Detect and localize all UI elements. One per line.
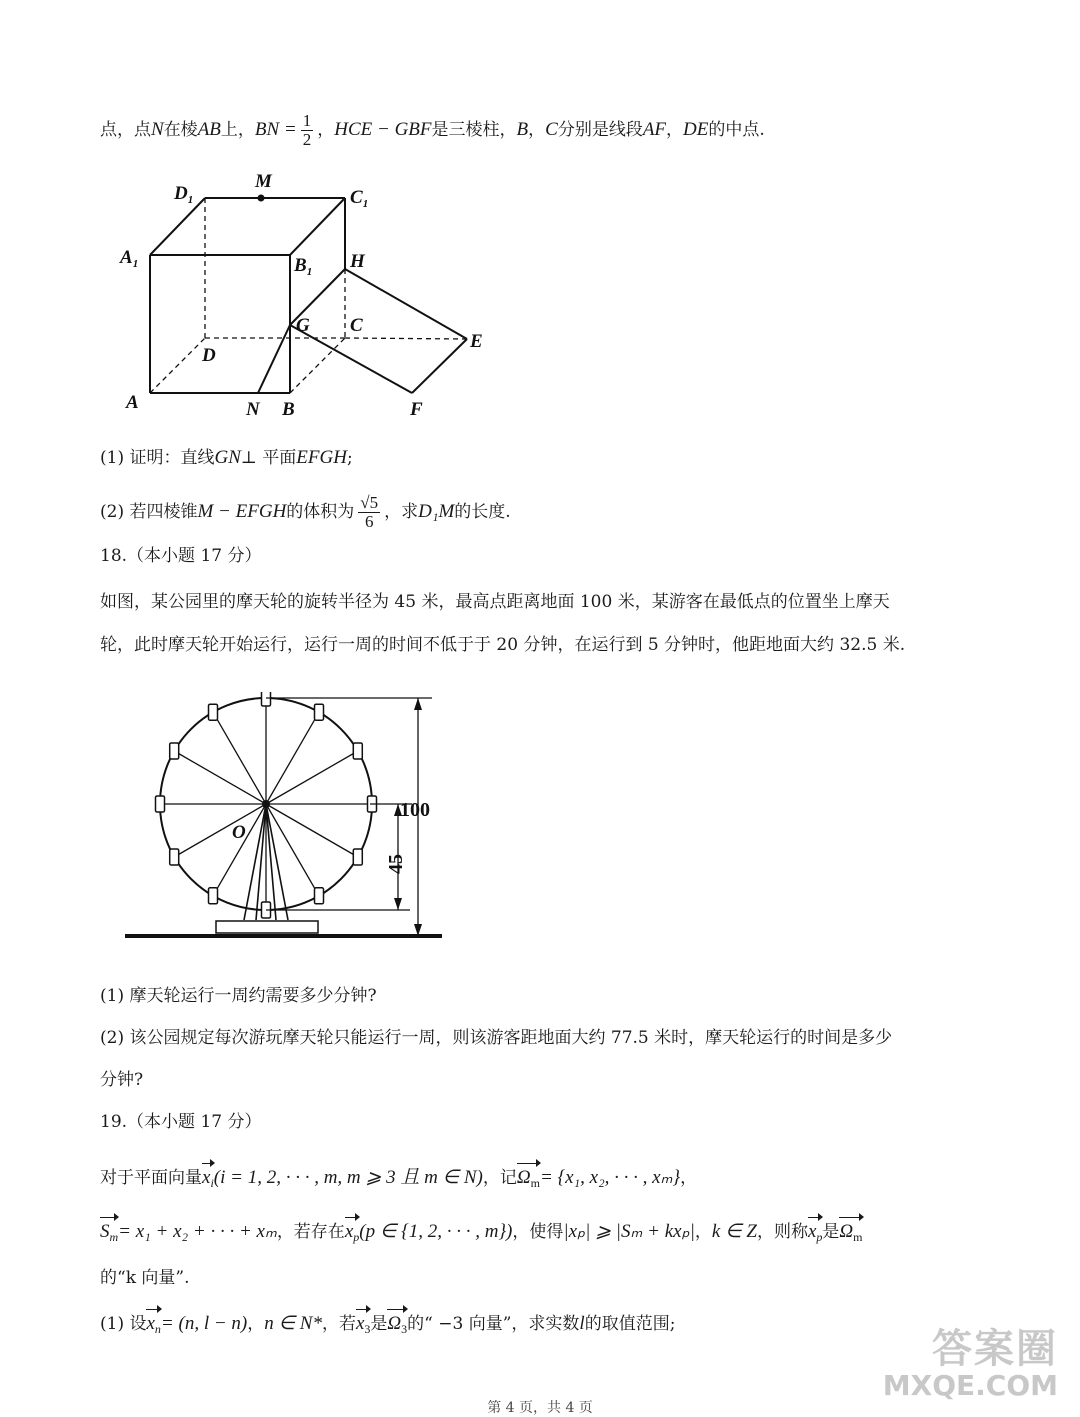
q18-header: 18.（本小题 17 分）: [100, 546, 262, 566]
vector-xn: $x_n$: [146, 1306, 160, 1343]
vector-xp-2: $x_p$: [808, 1214, 822, 1251]
label-c1: $C_1$: [350, 187, 369, 210]
wheel-spoke: [266, 804, 358, 857]
q19-line2: $S_m= x_1 + x_2$ + · · · + xₘ，若存在$x_p(p$ ∈ {1, 2, · · · , m})，使得|xₚ| ⩾ |Sₘ + kxₚ|，k ∈ Z，则称$x_p$是$\Omega_m$: [100, 1214, 863, 1251]
label-45: 45: [385, 854, 407, 874]
label-g: G: [296, 315, 310, 336]
label-d1: $D_1$: [174, 183, 194, 206]
wheel-spoke: [174, 751, 266, 804]
cube-prism-figure: [110, 165, 510, 430]
wheel-cabin: [353, 743, 362, 759]
q18-part2-line2: 分钟?: [100, 1070, 144, 1090]
q17-part1: (1) 证明：直线GN⊥ 平面EFGH;: [100, 447, 353, 468]
vector-xp: $x_p$: [345, 1214, 359, 1251]
label-o: O: [232, 822, 246, 843]
wheel-cabin: [209, 704, 218, 720]
vector-omega-3: $\Omega_3$: [387, 1306, 407, 1343]
wheel-cabin: [353, 849, 362, 865]
label-m: M: [255, 171, 272, 192]
vector-omega-m: $\Omega_m$: [517, 1160, 540, 1197]
q17-part2: (2) 若四棱锥M − EFGH的体积为 $\frac{√5}{6}$ ，求D₁M的长度.: [100, 493, 511, 531]
watermark: [883, 1327, 1058, 1401]
q18-part1: (1) 摩天轮运行一周约需要多少分钟?: [100, 986, 377, 1006]
q18-line2: 轮，此时摩天轮开始运行，运行一周的时间不低于于 20 分钟，在运行到 5 分钟时，他距地面大约 32.5 米.: [100, 635, 906, 655]
fraction-one-half: $\frac{1}{2}$: [302, 111, 312, 149]
page-footer: 第 4 页，共 4 页: [487, 1400, 593, 1416]
intro-line: 点，点N在棱AB上，BN = $\frac{1}{2}$ ，HCE − GBF是三棱柱，B，C分别是线段AF，DE的中点.: [100, 111, 765, 149]
label-c: C: [350, 315, 363, 336]
q19-line3: 的“k 向量”.: [100, 1268, 190, 1288]
vector-omega-m-2: $\Omega_m$: [839, 1214, 862, 1251]
wheel-spoke: [213, 712, 266, 804]
wheel-cabin: [315, 704, 324, 720]
q19-part1: (1) 设$x_n= (n$, l − n)，n ∈ N*，若$x_3$是$\Omega_3$的“ −3 向量”，求实数l的取值范围;: [100, 1306, 675, 1343]
vector-sm: $S_m$: [100, 1214, 118, 1251]
wheel-cabin: [170, 849, 179, 865]
label-h: H: [350, 251, 365, 272]
label-a: A: [126, 392, 139, 413]
wheel-cabin: [262, 692, 271, 706]
base-platform: [216, 921, 318, 933]
wheel-spoke: [266, 712, 319, 804]
wheel-spoke: [266, 751, 358, 804]
wheel-cabin: [315, 888, 324, 904]
label-d: D: [202, 345, 216, 366]
watermark-bottom: MXQE.COM: [882, 1369, 1058, 1402]
wheel-spoke: [174, 804, 266, 857]
vector-x3: $x_3$: [356, 1306, 370, 1343]
watermark-top: 答案圈: [932, 1326, 1058, 1372]
q19-line1: 对于平面向量$x_i(i = 1$, 2, · · · , m, m ⩾ 3 且 m ∈ N)，记$\Omega_m= \{x_1$, x₂, · · · , xₘ}，: [100, 1160, 697, 1197]
label-100: 100: [400, 799, 430, 821]
vector-xi: $x_i$: [202, 1160, 214, 1197]
label-a1: $A_1$: [120, 247, 139, 270]
label-n: N: [246, 399, 260, 420]
wheel-cabin: [209, 888, 218, 904]
label-f: F: [410, 399, 423, 420]
label-b: B: [282, 399, 295, 420]
ferris-wheel-figure: [120, 692, 450, 944]
wheel-cabin: [156, 796, 165, 812]
fraction-volume: $\frac{√5}{6}$: [360, 493, 379, 531]
point-m: [258, 195, 265, 202]
label-e: E: [470, 331, 483, 352]
q18-part2-line1: (2) 该公园规定每次游玩摩天轮只能运行一周，则该游客距地面大约 77.5 米时，摩天轮运行的时间是多少: [100, 1028, 893, 1048]
label-b1: $B_1$: [294, 255, 313, 278]
wheel-cabin: [170, 743, 179, 759]
q18-line1: 如图，某公园里的摩天轮的旋转半径为 45 米，最高点距离地面 100 米，某游客在最低点的位置坐上摩天: [100, 592, 890, 612]
q19-header: 19.（本小题 17 分）: [100, 1112, 262, 1132]
